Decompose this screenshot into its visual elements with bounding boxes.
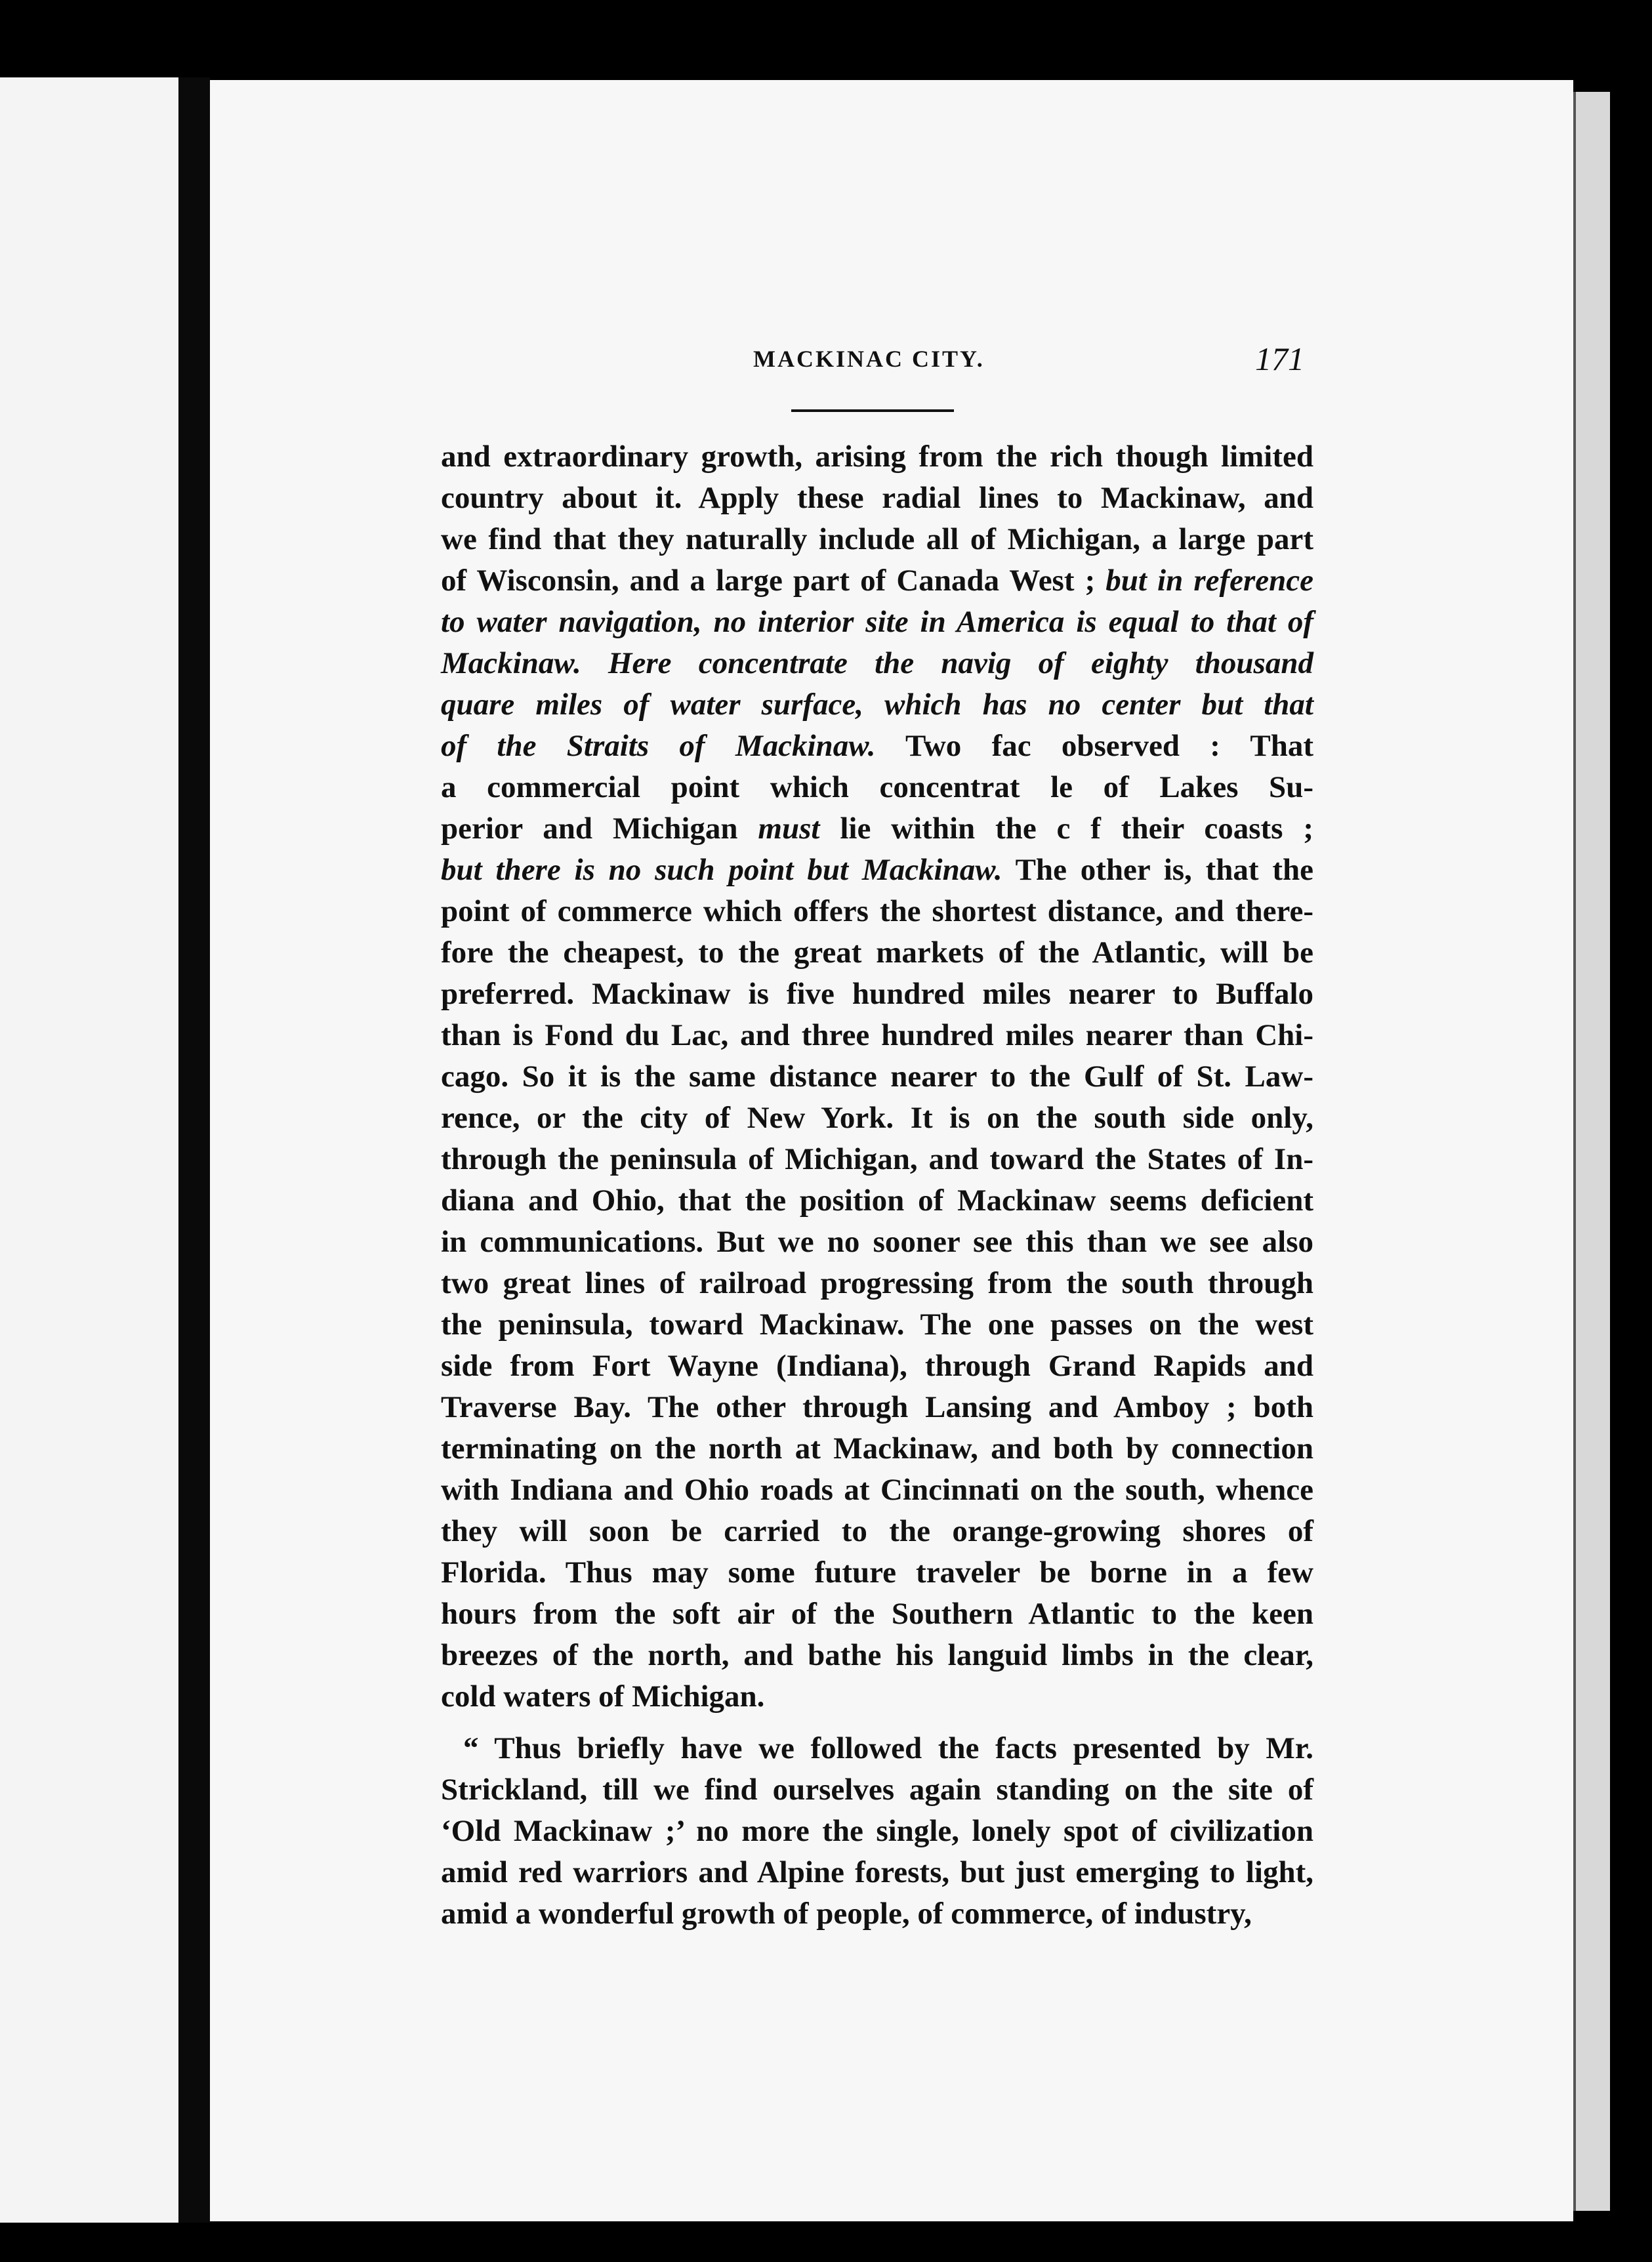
text-line xyxy=(441,1180,1313,1222)
text-line xyxy=(441,1511,1313,1552)
text-line xyxy=(441,1635,1313,1676)
text-run: than is Fond du Lac, and three hundred miles nearer than Chi- xyxy=(441,1018,1313,1052)
text-line xyxy=(441,1852,1313,1893)
text-line xyxy=(441,1304,1313,1346)
text-line xyxy=(441,1470,1313,1511)
text-run: point of commerce which offers the shortest distance, and there- xyxy=(441,894,1313,928)
paragraph xyxy=(441,436,1313,1717)
text-run: Two fac observed : That xyxy=(875,729,1313,763)
text-run: Traverse Bay. The other through Lansing and Amboy ; both xyxy=(441,1390,1313,1424)
text-line xyxy=(441,932,1313,974)
text-run: breezes of the north, and bathe his languid limbs in the clear, xyxy=(441,1638,1313,1672)
text-line xyxy=(441,1811,1313,1852)
text-run: cold waters of Michigan. xyxy=(441,1679,765,1714)
text-run: rence, or the city of New York. It is on the south side only, xyxy=(441,1101,1313,1135)
text-run: terminating on the north at Mackinaw, and both by connection xyxy=(441,1431,1313,1466)
facing-page-edge xyxy=(0,77,178,2223)
italic-text: of the Straits of Mackinaw. xyxy=(441,729,876,763)
text-line xyxy=(441,1676,1313,1717)
text-run: with Indiana and Ohio roads at Cincinnati on the south, whence xyxy=(441,1473,1313,1507)
text-line xyxy=(441,850,1313,891)
body-text xyxy=(441,436,1313,1935)
text-line xyxy=(441,891,1313,932)
text-line xyxy=(441,974,1313,1015)
page-edge-right xyxy=(1573,92,1610,2211)
text-line xyxy=(441,1098,1313,1139)
header-rule xyxy=(791,409,954,412)
text-line xyxy=(441,767,1313,808)
running-title: MACKINAC CITY. xyxy=(753,346,985,372)
paragraph xyxy=(441,1728,1313,1935)
page-header xyxy=(753,340,1304,386)
text-line xyxy=(441,1769,1313,1811)
text-run: and extraordinary growth, arising from the rich though limited xyxy=(441,440,1313,474)
text-run: amid a wonderful growth of people, of commerce, of industry, xyxy=(441,1897,1252,1931)
text-run: diana and Ohio, that the position of Mackinaw seems deficient xyxy=(441,1183,1313,1218)
text-line xyxy=(441,519,1313,560)
text-run: preferred. Mackinaw is five hundred miles nearer to Buffalo xyxy=(441,977,1313,1011)
text-line xyxy=(441,478,1313,519)
text-run: Strickland, till we find ourselves again standing on the site of xyxy=(441,1773,1313,1807)
text-run: in communications. But we no sooner see this than we see also xyxy=(441,1225,1313,1259)
page-number: 171 xyxy=(1255,340,1304,377)
text-line xyxy=(441,808,1313,850)
italic-text: but there is no such point but Mackinaw. xyxy=(441,853,1002,887)
text-line xyxy=(441,1428,1313,1470)
text-line xyxy=(441,1728,1313,1769)
italic-text: to water navigation, no interior site in America is equal to that of xyxy=(441,605,1313,639)
italic-text: but in reference xyxy=(1105,564,1313,598)
text-line xyxy=(441,1056,1313,1098)
text-line xyxy=(441,684,1313,726)
italic-text: quare miles of water surface, which has no center but that xyxy=(441,688,1313,722)
text-run: Florida. Thus may some future traveler be borne in a few xyxy=(441,1555,1313,1590)
text-line xyxy=(441,436,1313,478)
paragraph-gap xyxy=(441,1717,1313,1728)
text-line xyxy=(441,1263,1313,1304)
text-run: they will soon be carried to the orange-growing shores of xyxy=(441,1514,1313,1548)
text-line xyxy=(441,1552,1313,1594)
text-run: hours from the soft air of the Southern Atlantic to the keen xyxy=(441,1597,1313,1631)
text-run: perior and Michigan xyxy=(441,812,758,846)
text-line xyxy=(441,726,1313,767)
text-line xyxy=(441,1594,1313,1635)
text-run: amid red warriors and Alpine forests, but just emerging to light, xyxy=(441,1855,1313,1889)
text-run: the peninsula, toward Mackinaw. The one passes on the west xyxy=(441,1307,1313,1342)
text-line xyxy=(441,1387,1313,1428)
italic-text: must xyxy=(758,812,820,846)
text-run: through the peninsula of Michigan, and toward the States of In- xyxy=(441,1142,1313,1176)
text-run: “ Thus briefly have we followed the facts presented by Mr. xyxy=(463,1731,1313,1765)
text-run: country about it. Apply these radial lines to Mackinaw, and xyxy=(441,481,1313,515)
text-run: cago. So it is the same distance nearer to the Gulf of St. Law- xyxy=(441,1059,1313,1094)
text-run: a commercial point which concentrat le of Lakes Su- xyxy=(441,770,1313,804)
text-line xyxy=(441,560,1313,602)
text-line xyxy=(441,1139,1313,1180)
text-run: side from Fort Wayne (Indiana), through Grand Rapids and xyxy=(441,1349,1313,1383)
text-run: we find that they naturally include all of Michigan, a large part xyxy=(441,522,1313,556)
text-line xyxy=(441,1346,1313,1387)
text-line xyxy=(441,1893,1313,1935)
text-line xyxy=(441,1222,1313,1263)
text-run: ‘Old Mackinaw ;’ no more the single, lonely spot of civilization xyxy=(441,1814,1313,1848)
text-run: two great lines of railroad progressing from the south through xyxy=(441,1266,1313,1300)
text-line xyxy=(441,1015,1313,1056)
text-run: fore the cheapest, to the great markets of the Atlantic, will be xyxy=(441,936,1313,970)
text-run: The other is, that the xyxy=(1002,853,1314,887)
book-gutter xyxy=(178,77,210,2223)
italic-text: Mackinaw. Here concentrate the navig of eighty thousand xyxy=(441,646,1313,680)
text-line xyxy=(441,602,1313,643)
text-run: of Wisconsin, and a large part of Canada West ; xyxy=(441,564,1106,598)
text-line xyxy=(441,643,1313,684)
text-run: lie within the c f their coasts ; xyxy=(819,812,1313,846)
